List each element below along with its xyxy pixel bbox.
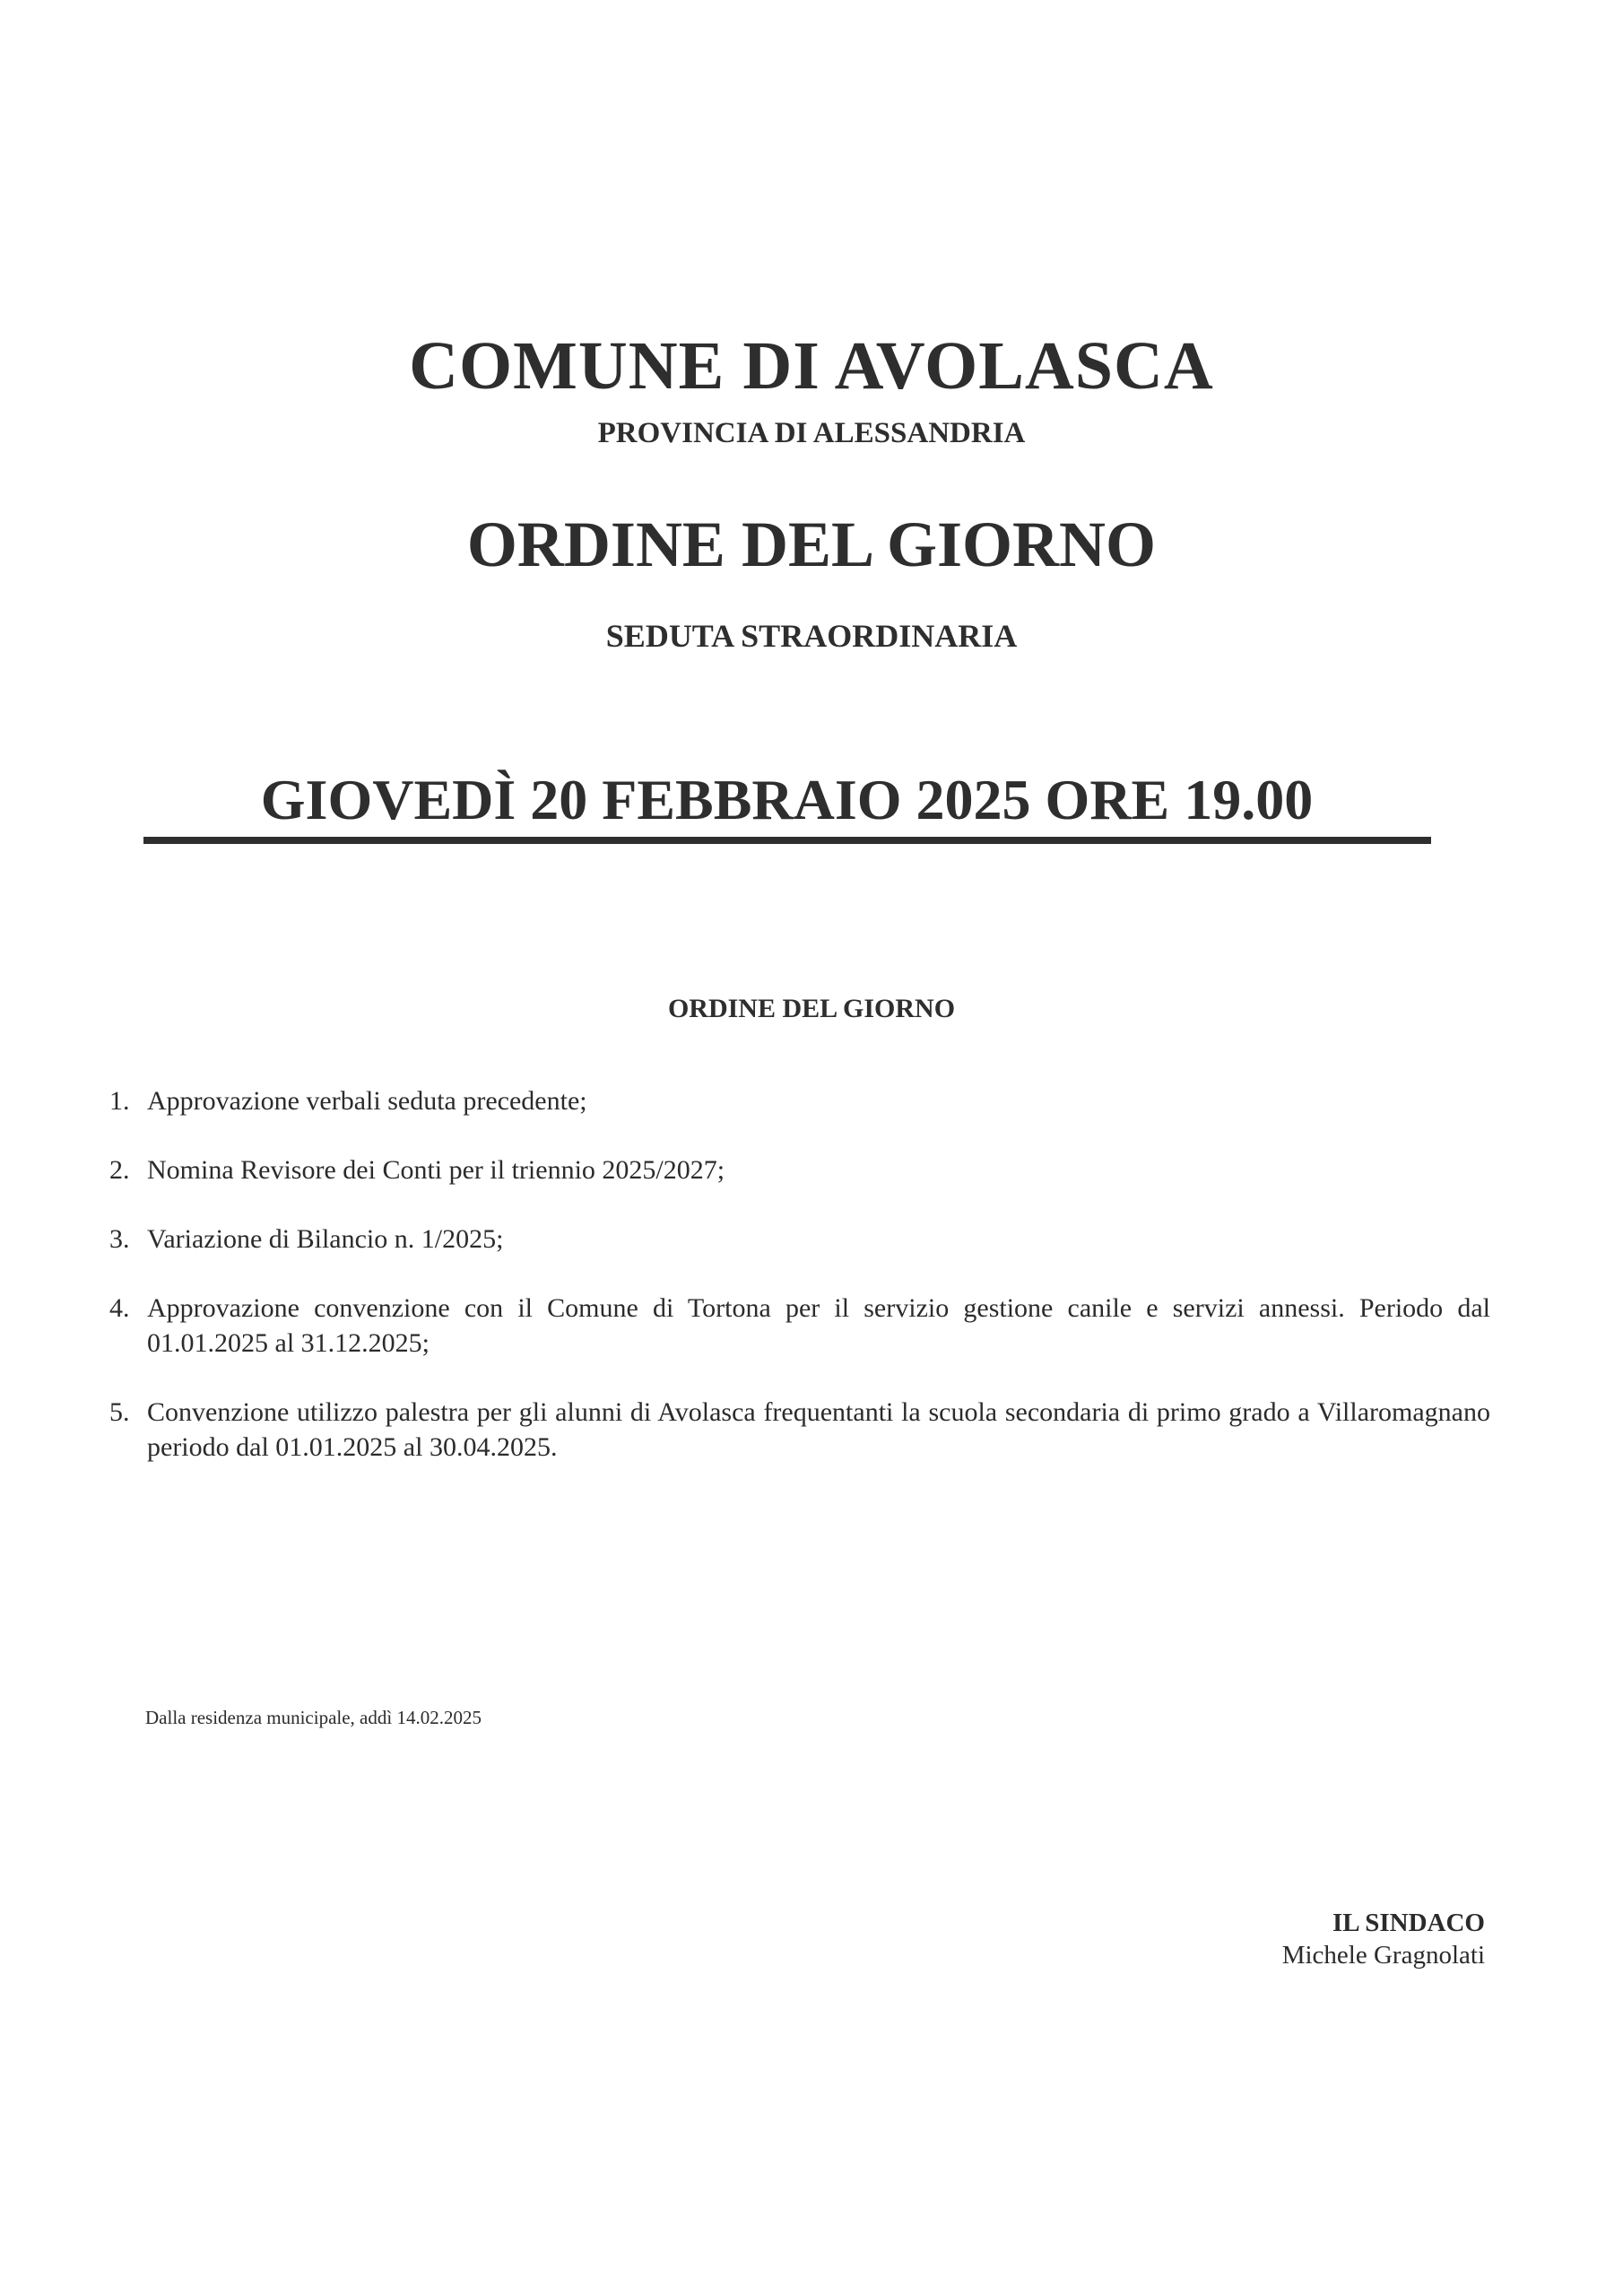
agenda-item-number: 2. <box>109 1155 130 1185</box>
agenda-item-text: Variazione di Bilancio n. 1/2025; <box>147 1224 504 1254</box>
agenda-item-text: Approvazione convenzione con il Comune di Tortona per il servizio gestione canile e servizi annessi. Periodo dal 01.01.2025 al 31.12.2025; <box>147 1293 1490 1358</box>
agenda-item-number: 4. <box>109 1293 130 1323</box>
datetime-underline <box>143 837 1431 844</box>
place-and-date: Dalla residenza municipale, addì 14.02.2025 <box>145 1707 482 1728</box>
agenda-item <box>109 1222 1490 1257</box>
agenda-item <box>109 1291 1490 1361</box>
signatory-role: IL SINDACO <box>1332 1909 1485 1937</box>
session-type: SEDUTA STRAORDINARIA <box>605 618 1018 654</box>
signature-block <box>1282 1907 1485 1971</box>
agenda-item-text: Approvazione verbali seduta precedente; <box>147 1086 587 1116</box>
municipality-title: COMUNE DI AVOLASCA <box>409 328 1214 404</box>
document-title: ORDINE DEL GIORNO <box>466 509 1157 580</box>
signatory-name: Michele Gragnolati <box>1281 1941 1485 1970</box>
agenda-item <box>109 1083 1490 1118</box>
agenda-item-number: 1. <box>109 1086 130 1116</box>
agenda-item-text: Nomina Revisore dei Conti per il triennio 2025/2027; <box>147 1155 725 1185</box>
agenda-heading: ORDINE DEL GIORNO <box>667 994 956 1023</box>
meeting-datetime: GIOVEDÌ 20 FEBBRAIO 2025 ORE 19.00 <box>260 768 1314 831</box>
agenda-item-number: 5. <box>109 1397 130 1427</box>
agenda-list <box>109 1083 1490 1499</box>
agenda-item-text: Convenzione utilizzo palestra per gli alunni di Avolasca frequentanti la scuola secondaria di primo grado a Villaromagnano periodo dal 01.01.2025 al 30.04.2025. <box>147 1397 1490 1462</box>
province-subtitle: PROVINCIA DI ALESSANDRIA <box>597 417 1026 449</box>
agenda-item <box>109 1152 1490 1187</box>
agenda-item <box>109 1395 1490 1465</box>
agenda-item-number: 3. <box>109 1224 130 1254</box>
